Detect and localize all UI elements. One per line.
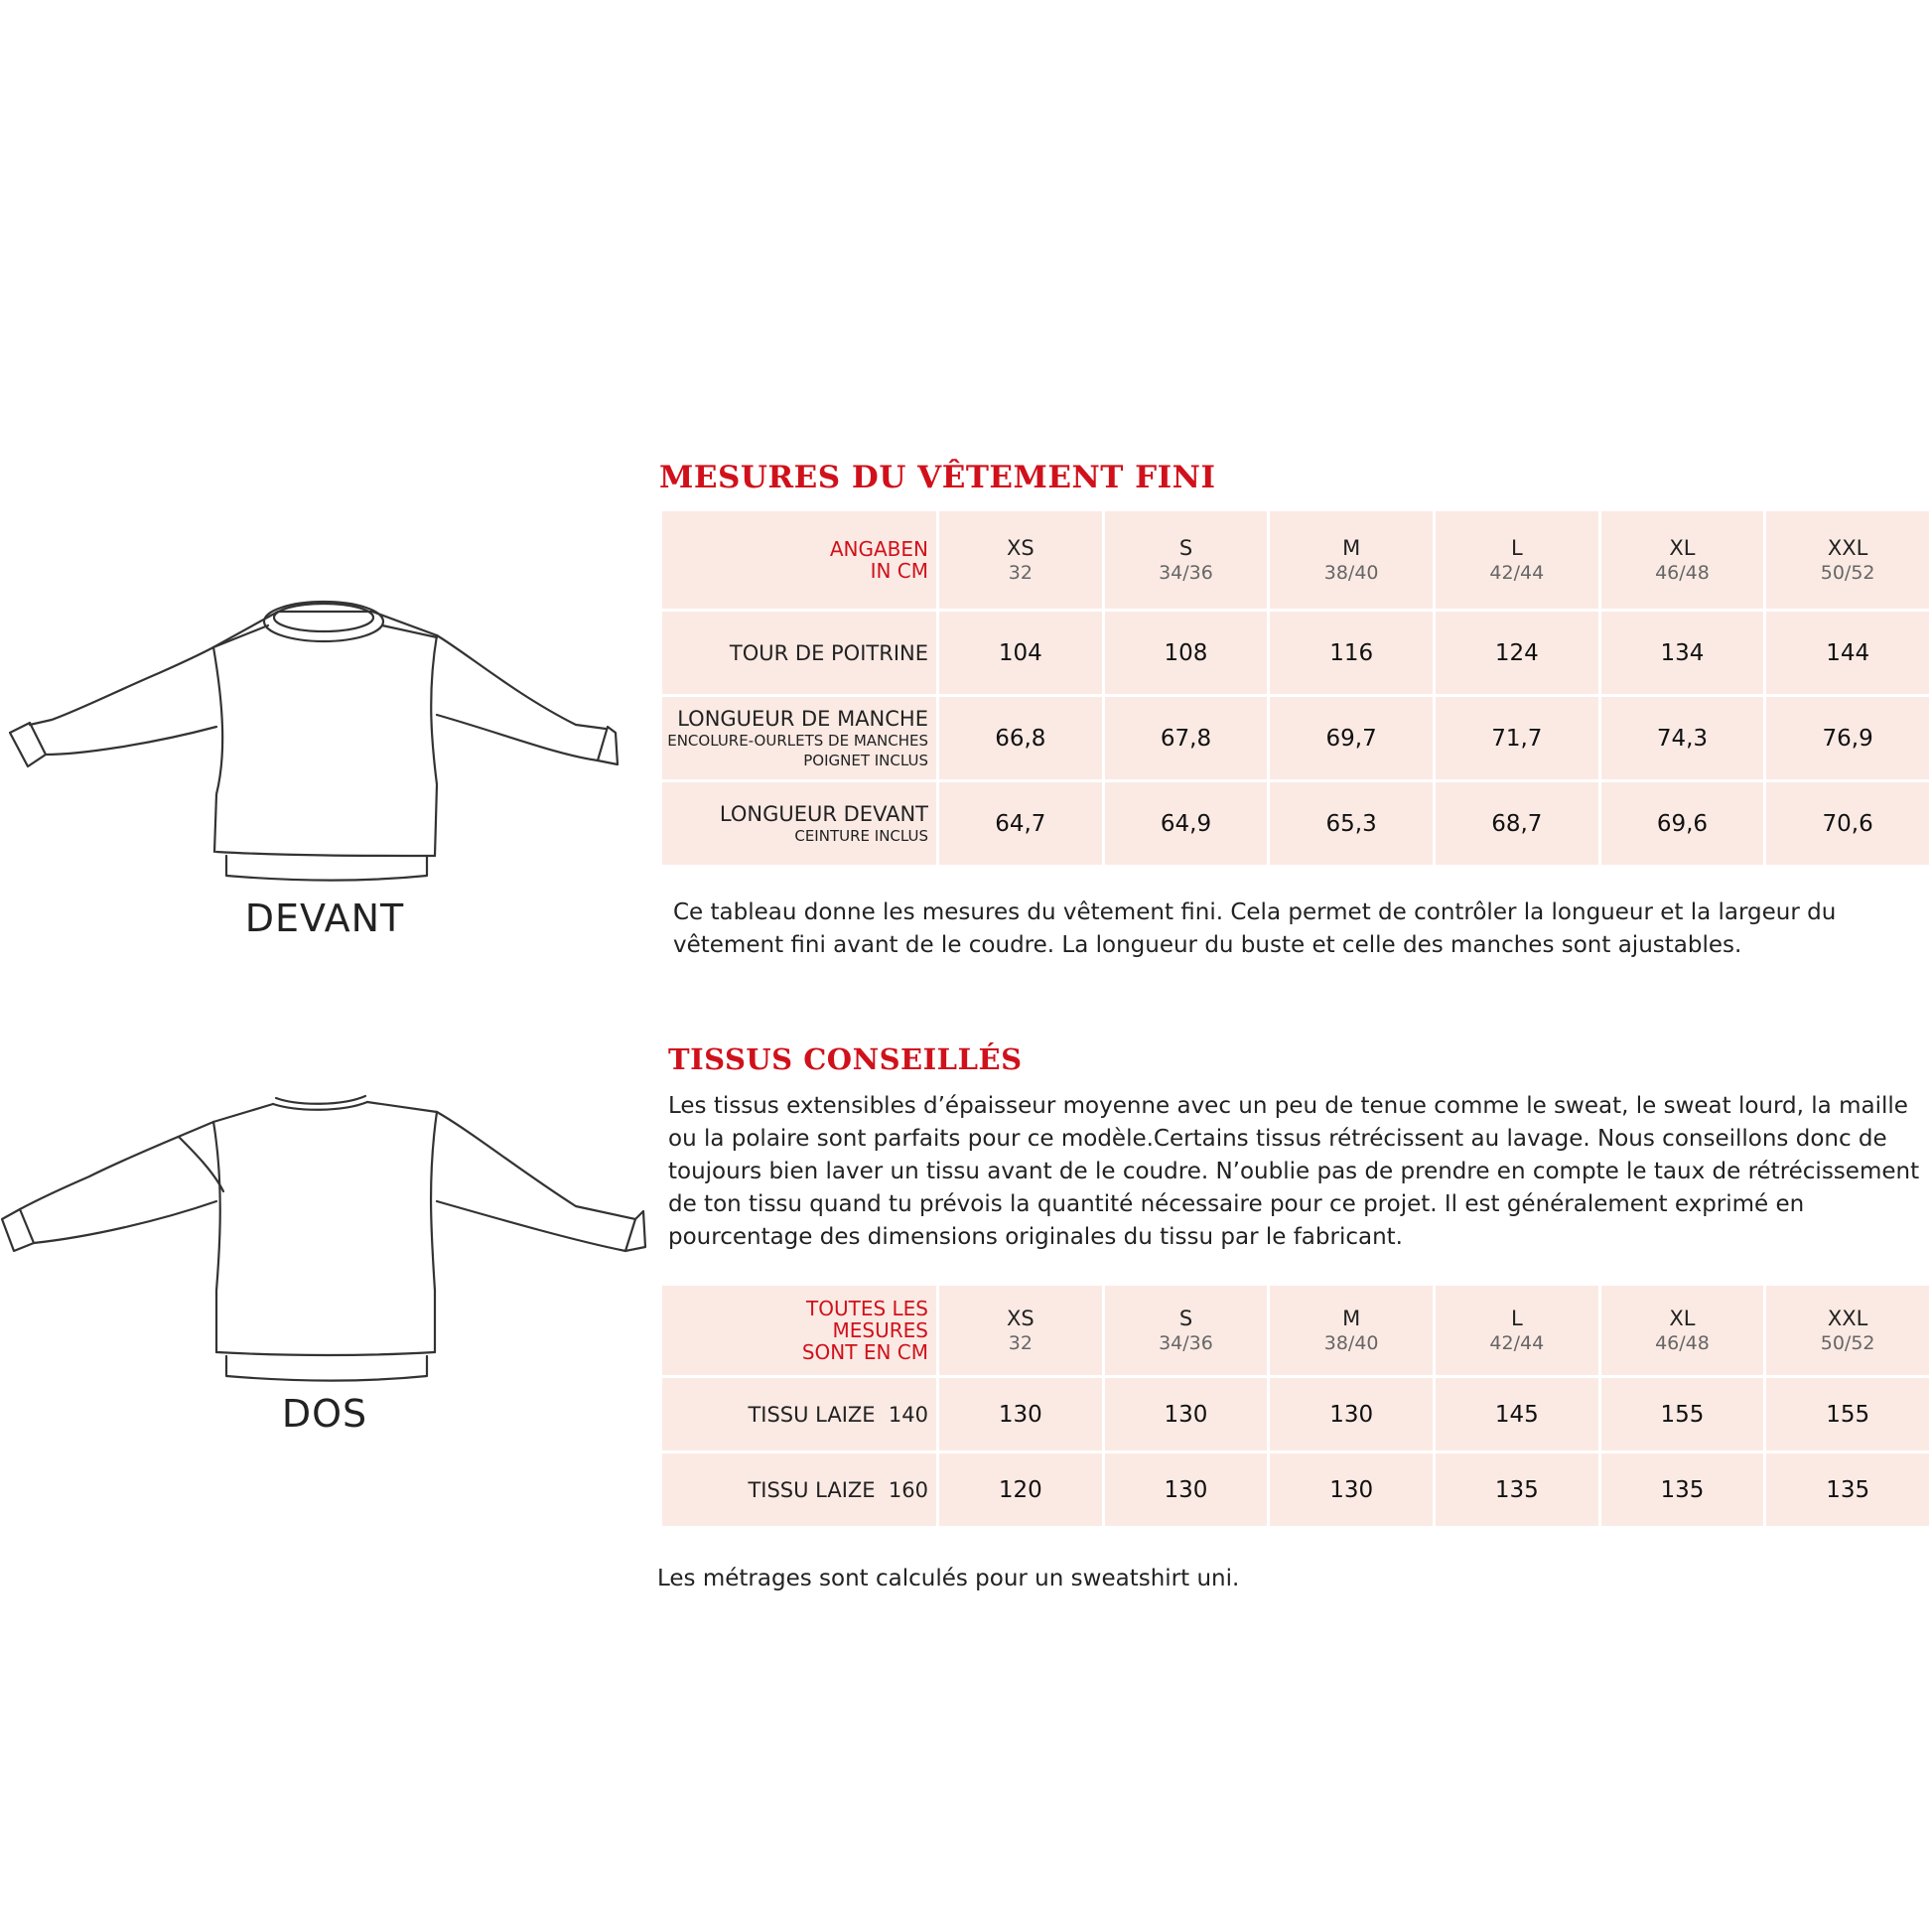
row-label: [662, 779, 936, 865]
table-cell: 74,3: [1601, 694, 1764, 779]
table-cell: 120: [939, 1450, 1102, 1526]
size-number: 46/48: [1655, 562, 1710, 584]
size-header: [1436, 511, 1598, 609]
table-cell: 68,7: [1436, 779, 1598, 865]
unit-label-line-3: SONT EN CM: [801, 1340, 928, 1364]
back-sketch: [0, 1092, 655, 1390]
sweatshirt-front-drawing: [0, 596, 655, 894]
measures-table: [659, 511, 1932, 865]
front-sketch: [0, 596, 655, 894]
size-name: XXL: [1827, 536, 1868, 560]
size-header: [1105, 511, 1268, 609]
table-cell: 130: [1105, 1450, 1268, 1526]
table-cell: 155: [1601, 1375, 1764, 1450]
table-cell: 104: [939, 609, 1102, 694]
table-row: [662, 694, 1929, 779]
sweatshirt-back-drawing: [0, 1092, 655, 1390]
size-number: 46/48: [1655, 1332, 1710, 1354]
table-cell: 64,7: [939, 779, 1102, 865]
row-label-text: LONGUEUR DE MANCHE: [677, 706, 928, 731]
size-number: 42/44: [1489, 1332, 1545, 1354]
row-sublabel: ENCOLURE-OURLETS DE MANCHES: [667, 731, 928, 750]
front-label: DEVANT: [244, 897, 405, 940]
row-sublabel: CEINTURE INCLUS: [794, 826, 928, 845]
table-cell: 64,9: [1105, 779, 1268, 865]
table-cell: 135: [1436, 1450, 1598, 1526]
table-cell: 65,3: [1270, 779, 1433, 865]
table-cell: 76,9: [1766, 694, 1929, 779]
table-cell: 130: [1105, 1375, 1268, 1450]
table-cell: 67,8: [1105, 694, 1268, 779]
row-label-text: LONGUEUR DEVANT: [719, 801, 928, 826]
measures-unit-label: [662, 511, 936, 609]
size-header: [1105, 1286, 1268, 1375]
table-row: [662, 1375, 1929, 1450]
table-cell: 66,8: [939, 694, 1102, 779]
size-name: L: [1510, 1307, 1523, 1330]
unit-label-line-1: ANGABEN: [829, 537, 928, 561]
size-number: 50/52: [1820, 1332, 1875, 1354]
fabrics-table: [659, 1286, 1932, 1526]
measures-title: MESURES DU VÊTEMENT FINI: [659, 460, 1216, 495]
size-name: XL: [1669, 1307, 1696, 1330]
size-header: [1766, 511, 1929, 609]
table-cell: 130: [1270, 1450, 1433, 1526]
table-cell: 124: [1436, 609, 1598, 694]
size-header: [1766, 1286, 1929, 1375]
table-row: [662, 1450, 1929, 1526]
table-cell: 116: [1270, 609, 1433, 694]
fabrics-note: Les métrages sont calculés pour un sweatshirt uni.: [657, 1566, 1240, 1591]
size-number: 42/44: [1489, 562, 1545, 584]
size-name: L: [1510, 536, 1523, 560]
fabrics-description: Les tissus extensibles d’épaisseur moyenne avec un peu de tenue comme le sweat, le sweat lourd, la maille ou la polaire sont parfaits pour ce modèle.Certains tissus rétrécissent au lavage. Nous conseillons donc de toujours bien laver un tissu avant de le coudre. N’oublie pas de prendre en compte le taux de rétrécissement de ton tissu quand tu prévois la quantité nécessaire pour ce projet. Il est généralement exprimé en pourcentage des dimensions originales du tissu par le fabricant.: [668, 1093, 1920, 1250]
size-number: 34/36: [1159, 1332, 1213, 1354]
size-name: S: [1178, 536, 1193, 560]
table-cell: 134: [1601, 609, 1764, 694]
size-number: 32: [1008, 1332, 1033, 1354]
table-cell: 135: [1766, 1450, 1929, 1526]
fabrics-unit-label: [662, 1286, 936, 1375]
table-cell: 70,6: [1766, 779, 1929, 865]
measures-header-row: [662, 511, 1929, 609]
size-number: 32: [1008, 562, 1033, 584]
size-number: 50/52: [1820, 562, 1875, 584]
row-sublabel: POIGNET INCLUS: [803, 751, 928, 769]
row-label-text: TOUR DE POITRINE: [729, 640, 928, 665]
row-label: TISSU LAIZE 140: [662, 1375, 936, 1450]
measures-note: Ce tableau donne les mesures du vêtement fini. Cela permet de contrôler la longueur et la largeur du vêtement fini avant de le coudre. La longueur du buste et celle des manches sont ajustables.: [673, 899, 1837, 958]
size-name: S: [1178, 1307, 1193, 1330]
back-label: DOS: [281, 1392, 368, 1436]
table-cell: 69,6: [1601, 779, 1764, 865]
size-header: [1270, 511, 1433, 609]
size-header: [1270, 1286, 1433, 1375]
table-cell: 155: [1766, 1375, 1929, 1450]
size-name: XS: [1006, 536, 1035, 560]
row-label: [662, 694, 936, 779]
size-name: XS: [1006, 1307, 1035, 1330]
row-label: TISSU LAIZE 160: [662, 1450, 936, 1526]
table-cell: 71,7: [1436, 694, 1598, 779]
table-cell: 69,7: [1270, 694, 1433, 779]
table-row: [662, 609, 1929, 694]
row-label: [662, 609, 936, 694]
table-row: [662, 779, 1929, 865]
fabrics-header-row: [662, 1286, 1929, 1375]
size-header: [1601, 511, 1764, 609]
size-name: M: [1342, 536, 1361, 560]
size-number: 38/40: [1323, 562, 1379, 584]
size-name: M: [1342, 1307, 1361, 1330]
table-cell: 145: [1436, 1375, 1598, 1450]
size-header: [939, 1286, 1102, 1375]
table-cell: 108: [1105, 609, 1268, 694]
size-name: XL: [1669, 536, 1696, 560]
fabrics-title: TISSUS CONSEILLÉS: [668, 1042, 1023, 1076]
unit-label-line-1: TOUTES LES: [806, 1297, 928, 1320]
table-cell: 144: [1766, 609, 1929, 694]
unit-label-line-2: MESURES: [832, 1318, 928, 1342]
table-cell: 130: [1270, 1375, 1433, 1450]
size-header: [939, 511, 1102, 609]
table-cell: 135: [1601, 1450, 1764, 1526]
size-name: XXL: [1827, 1307, 1868, 1330]
size-number: 38/40: [1323, 1332, 1379, 1354]
size-header: [1436, 1286, 1598, 1375]
table-cell: 130: [939, 1375, 1102, 1450]
size-header: [1601, 1286, 1764, 1375]
size-number: 34/36: [1159, 562, 1213, 584]
unit-label-line-2: IN CM: [870, 559, 928, 583]
